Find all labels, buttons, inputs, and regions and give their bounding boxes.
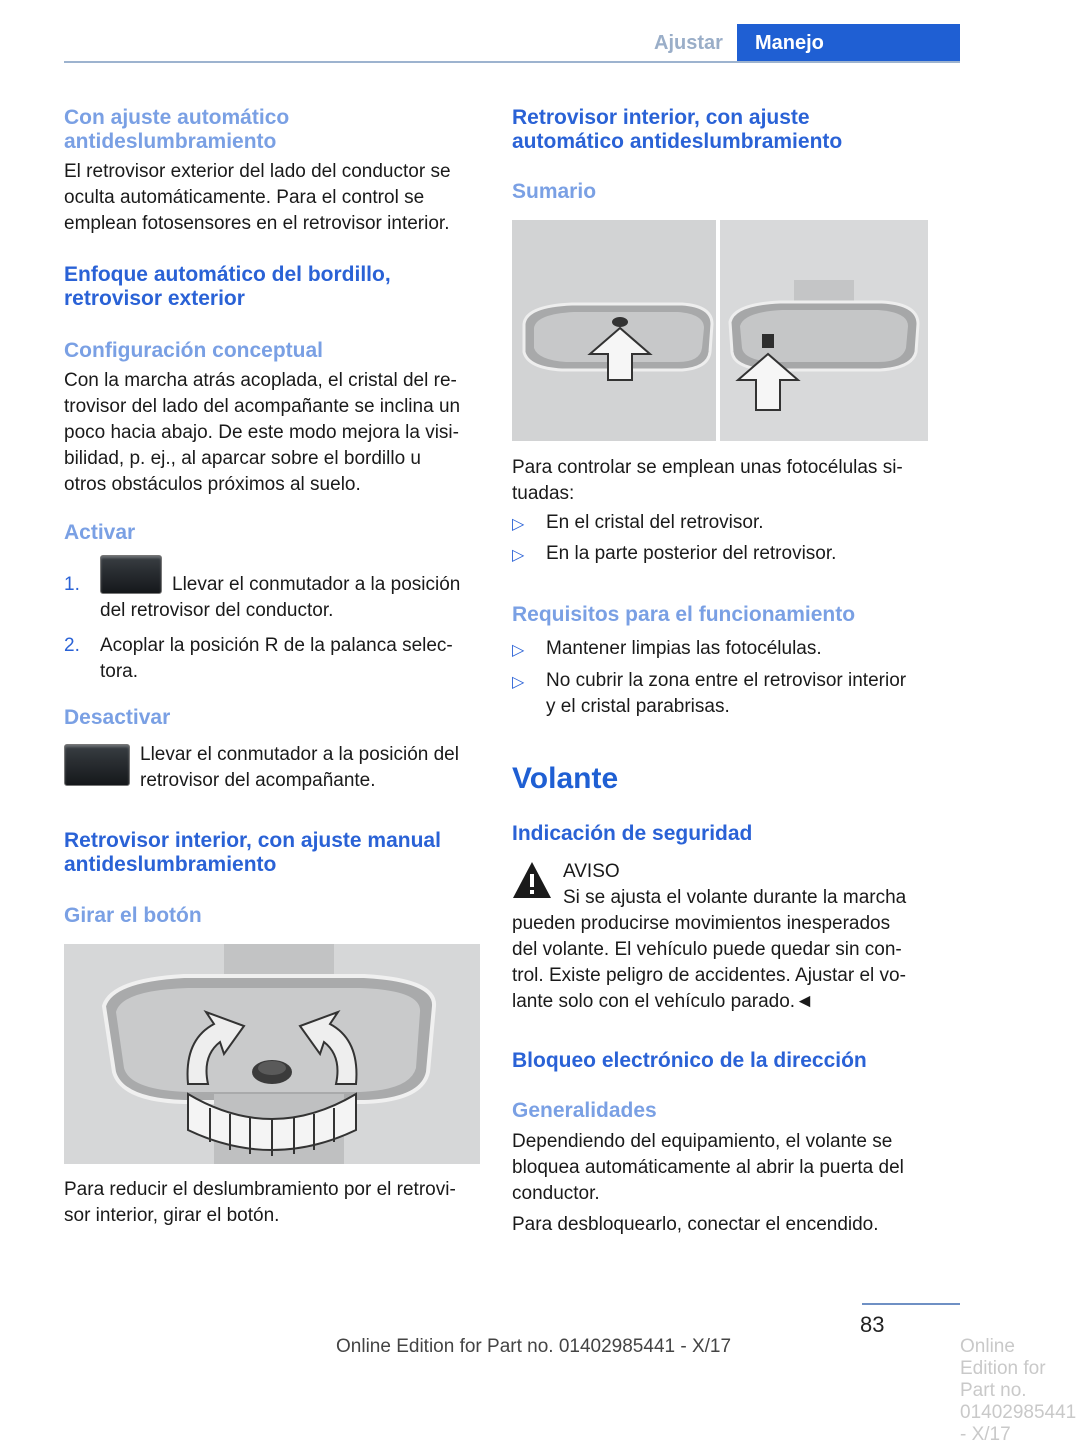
- text-line: tuadas:: [512, 483, 575, 504]
- text-line: Con la marcha atrás acoplada, el cristal del re‐: [64, 370, 457, 391]
- heading-text: Girar el botón: [64, 904, 202, 927]
- bullet-icon: ▷: [512, 547, 525, 564]
- text-line: oculta automáticamente. Para el control se: [64, 187, 425, 208]
- heading-text: Desactivar: [64, 706, 171, 729]
- bullet-icon: ▷: [512, 674, 525, 691]
- list-item: y el cristal parabrisas.: [546, 696, 730, 717]
- list-item: Mantener limpias las fotocélulas.: [546, 638, 822, 659]
- heading-requisitos: [512, 603, 855, 627]
- heading-text: Indicación de seguridad: [512, 822, 753, 845]
- aviso-label: AVISO: [563, 861, 620, 882]
- heading-activar: [64, 521, 135, 545]
- heading-girar-boton: [64, 904, 202, 928]
- heading-text: Requisitos para el funcionamiento: [512, 603, 856, 626]
- list-item: En la parte posterior del retrovisor.: [546, 543, 837, 564]
- text-line: lante solo con el vehículo parado.◄: [512, 991, 814, 1012]
- heading-enfoque: [64, 263, 484, 311]
- warning-icon: [512, 860, 552, 900]
- bullet-icon: ▷: [512, 516, 525, 533]
- text-line: El retrovisor exterior del lado del conductor se: [64, 161, 451, 182]
- text-line: bilidad, p. ej., al aparcar sobre el bordillo u: [64, 448, 421, 469]
- text-line: emplean fotosensores en el retrovisor interior.: [64, 213, 450, 234]
- footer-rule: [862, 1303, 960, 1305]
- heading-line: antideslumbramiento: [64, 130, 277, 153]
- text-line: bloquea automáticamente al abrir la puerta del: [512, 1157, 904, 1178]
- paragraph-generalidades: [512, 1129, 932, 1207]
- paragraph-auto: [64, 159, 484, 237]
- page-number: 83: [860, 1312, 885, 1337]
- text-line: del volante. El vehículo puede quedar sin con‐: [512, 939, 902, 960]
- aviso-text: [512, 911, 932, 1015]
- heading-bloqueo: [512, 1049, 867, 1073]
- text-line: Si se ajusta el volante durante la marcha: [563, 887, 907, 908]
- tab-ajustar: Ajustar: [654, 31, 723, 54]
- text-line: conductor.: [512, 1183, 600, 1204]
- heading-line: antideslumbramiento: [64, 853, 277, 876]
- edition-text: Online Edition for Part no. 01402985441 - X/17: [336, 1336, 732, 1357]
- step-text: Llevar el conmutador a la posición: [172, 574, 461, 595]
- heading-text: Sumario: [512, 180, 597, 203]
- paragraph-desbloquear: Para desbloquearlo, conectar el encendido.: [512, 1214, 879, 1235]
- step-text: del retrovisor del conductor.: [100, 600, 334, 621]
- step-number: 1.: [64, 574, 80, 595]
- list-item: No cubrir la zona entre el retrovisor interior: [546, 670, 907, 691]
- text-line: Llevar el conmutador a la posición del: [140, 744, 459, 765]
- header-rule: [64, 61, 960, 63]
- heading-desactivar: [64, 706, 170, 730]
- heading-line: automático antideslumbramiento: [512, 130, 843, 153]
- heading-text: Configuración conceptual: [64, 339, 324, 362]
- mirror-switch-driver-image: [100, 555, 162, 594]
- text-line: Para reducir el deslumbramiento por el retrovi‐: [64, 1179, 456, 1200]
- text-line: sor interior, girar el botón.: [64, 1205, 280, 1226]
- text-line: Dependiendo del equipamiento, el volante se: [512, 1131, 893, 1152]
- text-line: pueden producirse movimientos inesperados: [512, 913, 891, 934]
- heading-sumario: [512, 180, 596, 204]
- heading-generalidades: [512, 1099, 657, 1123]
- heading-line: Con ajuste automático: [64, 106, 290, 129]
- bullet-icon: ▷: [512, 642, 525, 659]
- heading-volante: [512, 762, 618, 796]
- text-line: trol. Existe peligro de accidentes. Ajustar el vo‐: [512, 965, 906, 986]
- heading-retrovisor-manual: [64, 829, 484, 877]
- text-line: trovisor del lado del acompañante se inclina un: [64, 396, 461, 417]
- heading-text: Bloqueo electrónico de la dirección: [512, 1049, 867, 1072]
- heading-line: Enfoque automático del bordillo,: [64, 263, 391, 286]
- heading-line: Retrovisor interior, con ajuste manual: [64, 829, 441, 852]
- step-number: 2.: [64, 635, 80, 656]
- paragraph-girar: [64, 1177, 484, 1229]
- tab-manejo: Manejo: [737, 24, 960, 62]
- heading-text: Volante: [512, 762, 619, 795]
- auto-mirror-sensors-photo: [512, 220, 928, 441]
- text-line: poco hacia abajo. De este modo mejora la visi‐: [64, 422, 459, 443]
- heading-line: retrovisor exterior: [64, 287, 245, 310]
- step-text: tora.: [100, 661, 139, 682]
- heading-seguridad: [512, 822, 752, 846]
- heading-text: Activar: [64, 521, 136, 544]
- paragraph-config: [64, 368, 484, 498]
- text-line: otros obstáculos próximos al suelo.: [64, 474, 361, 495]
- step-text: Acoplar la posición R de la palanca selec‐: [100, 635, 453, 656]
- watermark: Online Edition for Part no. 01402985441 - X/17: [960, 1336, 1076, 1445]
- mirror-switch-passenger-image: [64, 744, 130, 786]
- manual-mirror-photo: [64, 944, 480, 1164]
- heading-retrovisor-automatico: [512, 106, 932, 154]
- heading-con-ajuste-automatico: [64, 106, 484, 154]
- list-item: En el cristal del retrovisor.: [546, 512, 764, 533]
- heading-line: Retrovisor interior, con ajuste: [512, 106, 810, 129]
- heading-configuracion: [64, 339, 484, 363]
- text-line: Para controlar se emplean unas fotocélulas si‐: [512, 457, 903, 478]
- text-line: retrovisor del acompañante.: [140, 770, 376, 791]
- heading-text: Generalidades: [512, 1099, 657, 1122]
- paragraph-sumario: [512, 455, 932, 507]
